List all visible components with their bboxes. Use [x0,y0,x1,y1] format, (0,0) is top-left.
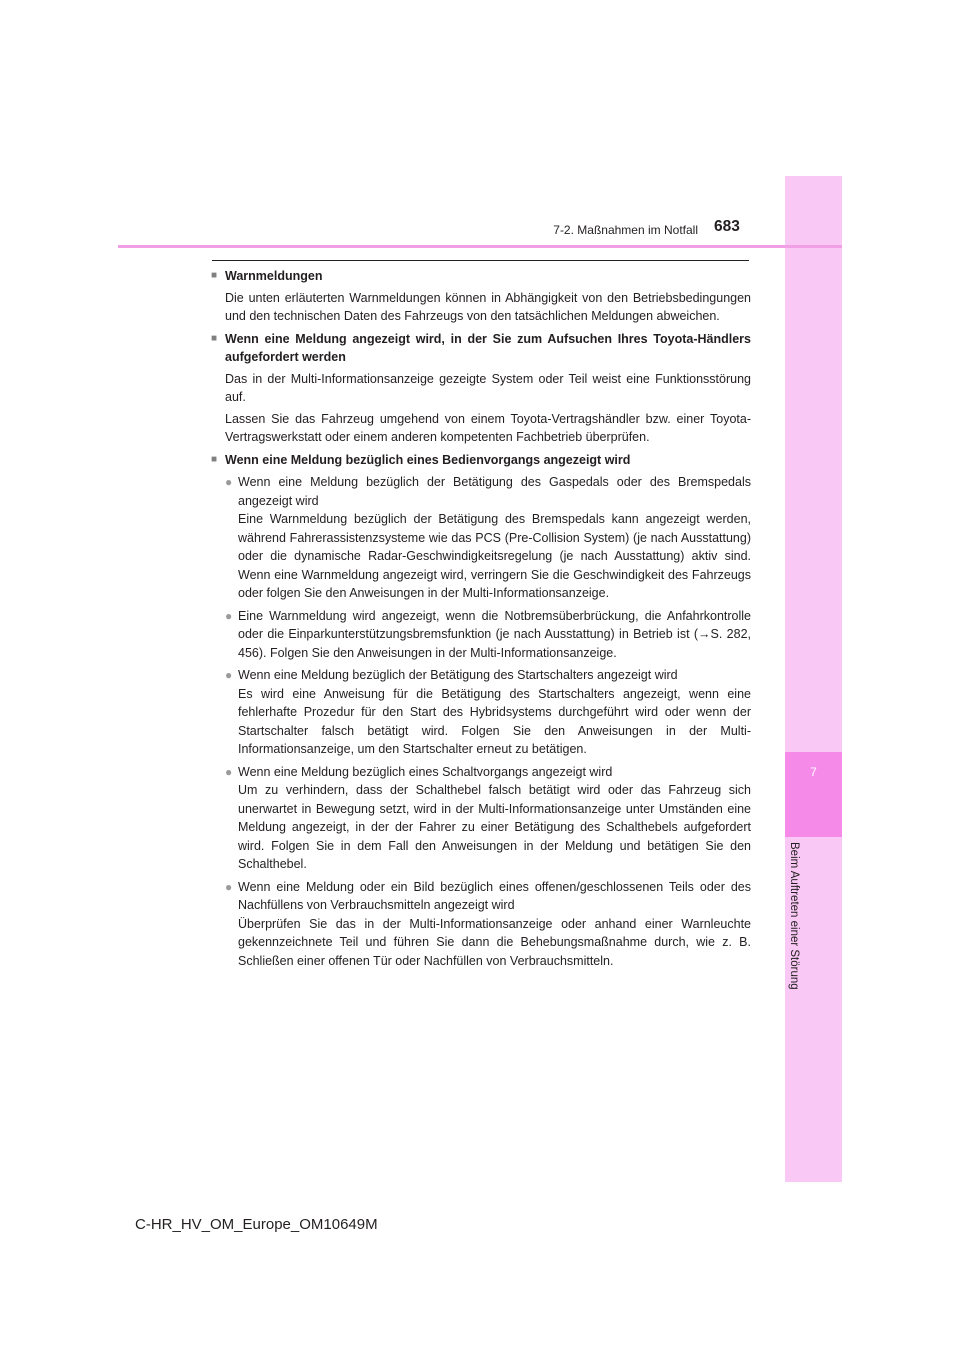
section-heading: ■ Warnmeldungen [211,267,751,286]
main-content [211,267,751,970]
circle-bullet-icon: ● [225,668,233,682]
list-item [225,666,751,759]
document-code: C-HR_HV_OM_Europe_OM10649M [135,1216,378,1233]
square-bullet-icon: ■ [211,453,218,465]
section-title: 7-2. Maßnahmen im Notfall [553,223,698,237]
header-divider [118,245,842,248]
paragraph: Lassen Sie das Fahrzeug umgehend von einem Toyota-Vertragshändler bzw. einer Toyota-Vertragswerkstatt oder einem anderen kompetenten Fachbetrieb überprüfen. [225,411,751,444]
bullet-body: Eine Warnmeldung bezüglich der Betätigung des Bremspedals kann angezeigt werden, während Fahrerassistenzsysteme wie das PCS (Pre-Collision System) (je nach Ausstattung) oder die dynamische Radar-Geschwindigkeitsregelung (je nach Ausstattung) aktiv sind. Wenn eine Warnmeldung angezeigt wird, verringern Sie die Geschwindigkeit des Fahrzeugs oder folgen Sie den Anweisungen in der Multi-Informationsanzeige. [238,512,751,600]
bullet-body: Überprüfen Sie das in der Multi-Informationsanzeige oder anhand einer Warnleuchte gekennzeichnete Teil und führen Sie dann die Behebungsmaßnahme durch, wie z. B. Schließen einer offenen Tür oder Nachfüllen von Verbrauchsmitteln. [238,916,751,968]
circle-bullet-icon: ● [225,764,233,779]
bullet-title: Wenn eine Meldung oder ein Bild bezüglich eines offenen/geschlossenen Teils oder des Nachfüllens von Verbrauchsmitteln angezeigt wird [238,879,751,912]
circle-bullet-icon: ● [225,879,233,894]
square-bullet-icon: ■ [211,270,218,281]
list-item [225,763,751,874]
circle-bullet-icon: ● [225,608,233,623]
section-heading: ■ Wenn eine Meldung angezeigt wird, in der Sie zum Aufsuchen Ihres Toyota-Händlers aufgefordert werden [211,330,751,367]
bullet-title: Wenn eine Meldung bezüglich der Betätigung des Gaspedals oder des Bremspedals angezeigt wird [238,475,751,508]
paragraph: Die unten erläuterten Warnmeldungen können in Abhängigkeit von den Betriebsbedingungen und den technischen Daten des Fahrzeugs von den tatsächlichen Meldungen abweichen. [225,290,751,323]
list-item [225,607,751,663]
list-item [225,473,751,603]
bullet-title: Wenn eine Meldung bezüglich eines Schaltvorgangs angezeigt wird [238,764,613,779]
square-bullet-icon: ■ [211,332,218,344]
list-item [225,878,751,971]
chapter-number: 7 [810,765,817,779]
section-heading: ■ Wenn eine Meldung bezüglich eines Bedienvorgangs angezeigt wird [211,451,751,470]
chapter-title: Beim Auftreten einer Störung [788,842,800,990]
page-number: 683 [714,218,740,235]
bullet-title: Eine Warnmeldung wird angezeigt, wenn die Notbremsüberbrückung, die Anfahrkontrolle oder die Einparkunterstützungsbremsfunktion (je nach Ausstattung) in Betrieb ist (→S. 282, 456). Folgen Sie den Anweisungen in der Multi-Informationsanzeige. [238,608,751,660]
bullet-title: Wenn eine Meldung bezüglich der Betätigung des Startschalters angezeigt wird [238,668,678,682]
circle-bullet-icon: ● [225,475,233,489]
content-divider [212,260,749,261]
bullet-body: Um zu verhindern, dass der Schalthebel falsch betätigt wird oder das Fahrzeug sich unerwartet in Bewegung setzt, wird in der Multi-Informationsanzeige unter Umständen eine Meldung angezeigt, in der der Fahrer zu einer Betätigung des Schalthebels aufgefordert wird. Folgen Sie in dem Fall den Anweisungen in der Meldung und betätigen Sie den Schalthebel. [238,783,751,871]
paragraph: Das in der Multi-Informationsanzeige gezeigte System oder Teil weist eine Funktionsstörung auf. [225,371,751,404]
chapter-side-tab [785,176,842,1182]
bullet-body: Es wird eine Anweisung für die Betätigung des Startschalters angezeigt, wenn eine fehlerhafte Prozedur für den Start des Hybridsystems durchgeführt wird oder wenn der Startschalter falsch betätigt wird. Folgen Sie den Anweisungen in der Multi-Informationsanzeige, um den Startschalter erneut zu betätigen. [238,686,751,756]
